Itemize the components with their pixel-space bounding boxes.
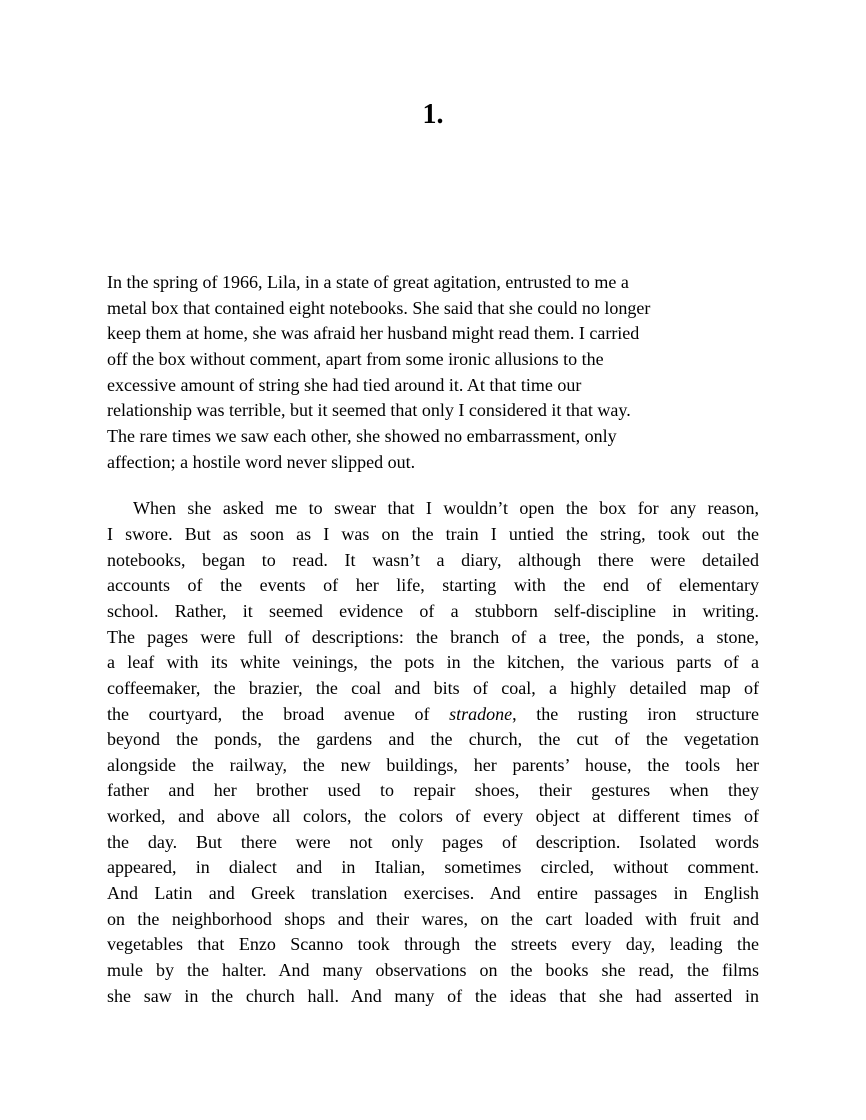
text-line: beyond the ponds, the gardens and the church, the cut of the vegetation [107, 729, 759, 750]
text-line: a leaf with its white veinings, the pots in the kitchen, the various parts of a [107, 652, 759, 673]
text-line: appeared, in dialect and in Italian, sometimes circled, without comment. [107, 857, 759, 878]
paragraph-2 [107, 496, 759, 1009]
text-line: coffeemaker, the brazier, the coal and bits of coal, a highly detailed map of [107, 677, 759, 698]
text-line: The rare times we saw each other, she showed no embarrassment, only [107, 425, 617, 446]
text-line: The pages were full of descriptions: the branch of a tree, the ponds, a stone, [107, 626, 759, 647]
text-line: keep them at home, she was afraid her husband might read them. I carried [107, 323, 640, 344]
paragraph-1 [107, 270, 759, 475]
text-line: on the neighborhood shops and their wares, on the cart loaded with fruit and [107, 908, 759, 929]
text-line: she saw in the church hall. And many of the ideas that she had asserted in [107, 985, 759, 1006]
text-line: When she asked me to swear that I wouldn’t open the box for any reason, [133, 498, 759, 519]
text-line: metal box that contained eight notebooks. She said that she could no longer [107, 297, 651, 318]
text-line: father and her brother used to repair shoes, their gestures when they [107, 780, 759, 801]
chapter-number-heading: 1. [422, 99, 444, 130]
text-line: affection; a hostile word never slipped out. [107, 451, 416, 472]
text-line: school. Rather, it seemed evidence of a stubborn self-discipline in writing. [107, 600, 759, 621]
text-line: mule by the halter. And many observations on the books she read, the films [107, 960, 759, 981]
text-line: accounts of the events of her life, starting with the end of elementary [107, 575, 759, 596]
text-line: notebooks, began to read. It wasn’t a diary, although there were detailed [107, 549, 759, 570]
text-line: vegetables that Enzo Scanno took through the streets every day, leading the [107, 934, 759, 955]
body-text [107, 270, 759, 1009]
text-line: the day. But there were not only pages of description. Isolated words [107, 831, 759, 852]
text-line: worked, and above all colors, the colors of every object at different times of [107, 806, 759, 827]
text-line: In the spring of 1966, Lila, in a state of great agitation, entrusted to me a [107, 272, 629, 292]
text-line: off the box without comment, apart from some ironic allusions to the [107, 348, 604, 369]
text-line: And Latin and Greek translation exercises. And entire passages in English [107, 883, 759, 904]
text-line: excessive amount of string she had tied around it. At that time our [107, 374, 582, 395]
text-line: alongside the railway, the new buildings, her parents’ house, the tools her [107, 754, 759, 775]
text-line: the courtyard, the broad avenue of stradone, the rusting iron structure [107, 703, 759, 724]
text-line: relationship was terrible, but it seemed that only I considered it that way. [107, 400, 631, 421]
text-line: I swore. But as soon as I was on the train I untied the string, took out the [107, 523, 759, 544]
